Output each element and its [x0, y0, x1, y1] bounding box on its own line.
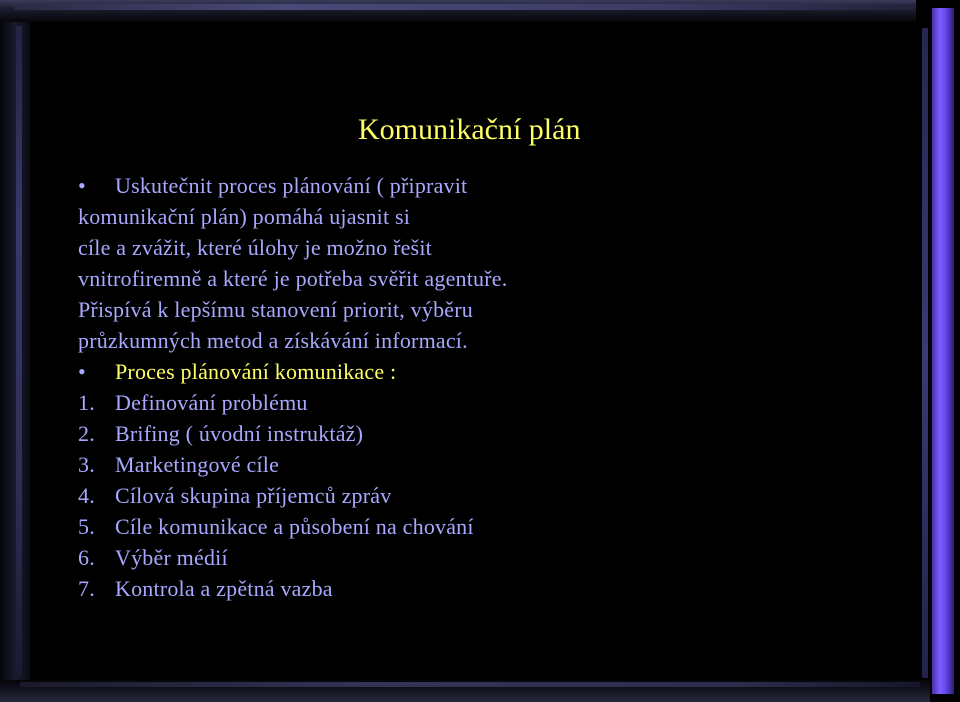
paragraph-line: Přispívá k lepšímu stanovení priorit, výběru — [78, 297, 473, 322]
step-text: Cílová skupina příjemců zpráv — [115, 483, 392, 508]
step-number: 1. — [78, 390, 95, 415]
step-number: 3. — [78, 452, 95, 477]
step-item — [78, 418, 638, 449]
paragraph-line: vnitrofiremně a které je potřeba svěřit agentuře. — [78, 266, 508, 291]
process-heading: Proces plánování komunikace : — [115, 359, 397, 384]
paragraph-line: průzkumných metod a získávání informací. — [78, 328, 468, 353]
paragraph-line: cíle a zvážit, které úlohy je možno řešit — [78, 235, 432, 260]
step-number: 6. — [78, 545, 95, 570]
bullet-heading-line — [78, 356, 638, 387]
step-text: Kontrola a zpětná vazba — [115, 576, 333, 601]
paragraph-line: komunikační plán) pomáhá ujasnit si — [78, 204, 411, 229]
step-item — [78, 480, 638, 511]
step-item — [78, 542, 638, 573]
frame-right-accent-bar — [932, 8, 954, 694]
frame-bottom-stripe — [20, 682, 920, 687]
step-number: 2. — [78, 421, 95, 446]
step-text: Definování problému — [115, 390, 308, 415]
step-text: Cíle komunikace a působení na chování — [115, 514, 474, 539]
frame-left-stripe — [16, 26, 22, 676]
step-item — [78, 387, 638, 418]
bullet-paragraph-line — [78, 170, 638, 201]
bullet-icon: • — [78, 359, 86, 384]
frame-right-stripe — [922, 28, 928, 678]
step-number: 7. — [78, 576, 95, 601]
step-number: 5. — [78, 514, 95, 539]
bullet-icon: • — [78, 173, 86, 198]
step-number: 4. — [78, 483, 95, 508]
step-item — [78, 573, 638, 604]
slide-title: Komunikační plán — [358, 113, 581, 146]
step-item — [78, 511, 638, 542]
step-text: Brifing ( úvodní instruktáž) — [115, 421, 364, 446]
step-item — [78, 449, 638, 480]
frame-left-border — [0, 0, 30, 702]
frame-top-stripe — [14, 4, 920, 10]
step-text: Výběr médií — [115, 545, 228, 570]
step-text: Marketingové cíle — [115, 452, 280, 477]
paragraph-line-text: Uskutečnit proces plánování ( připravit — [115, 173, 468, 198]
slide-body — [78, 170, 638, 604]
